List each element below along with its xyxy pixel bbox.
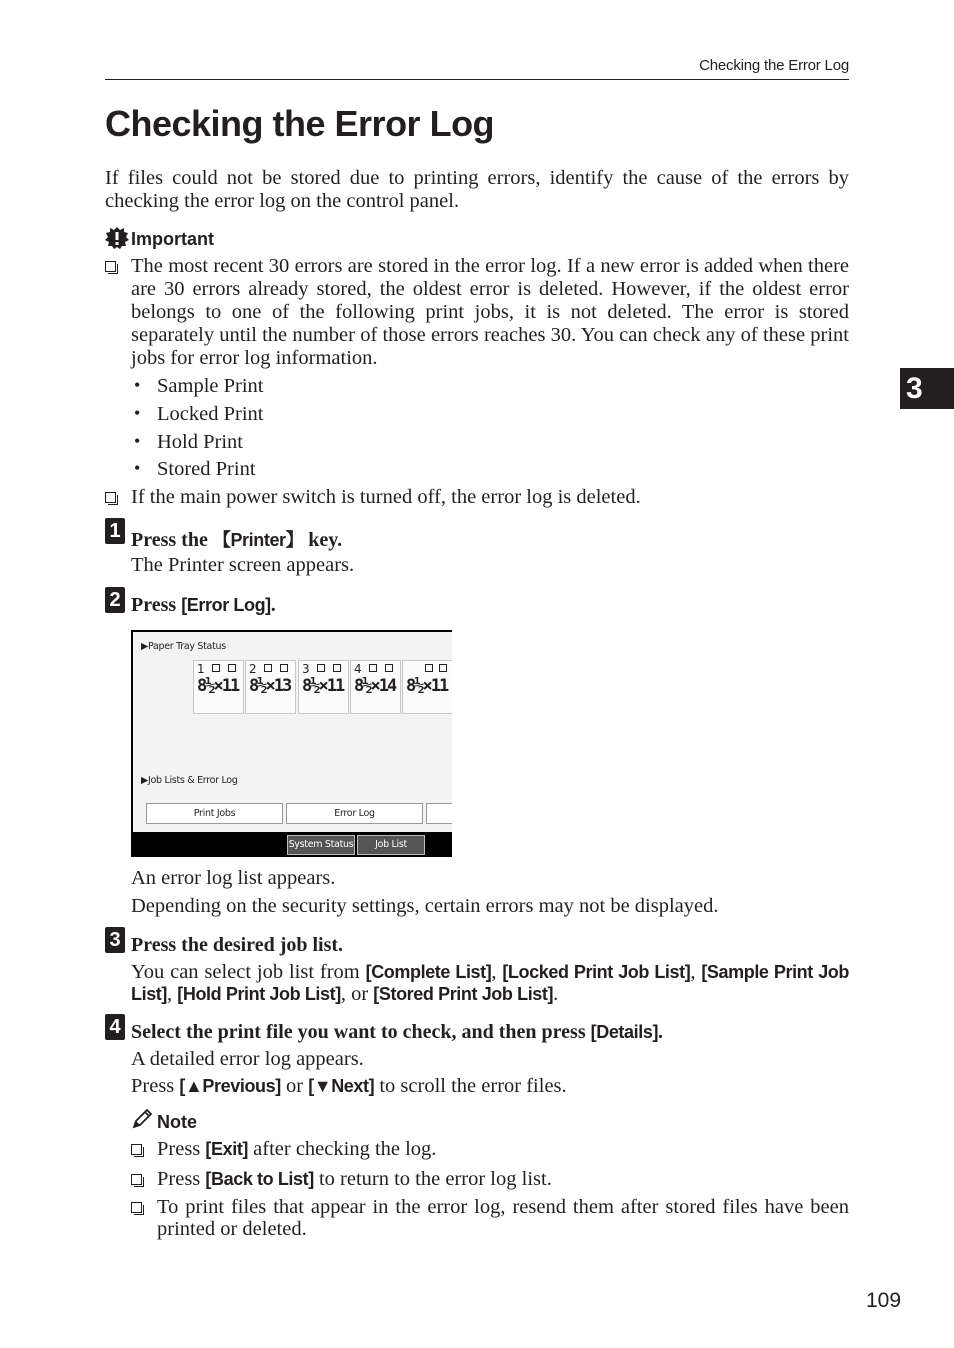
tray-icon: [264, 664, 272, 672]
step-3-body: You can select job list from [Complete List], [Locked Print Job List], [Sample Print Job List], [Hold Print Job List], or [Stored Print Job List].: [131, 961, 849, 1005]
paper-tray-bypass: 8½×11: [402, 660, 452, 714]
note-item-2: Press [Back to List] to return to the error log list.: [157, 1168, 552, 1190]
printer-key-label: 【Printer】: [212, 530, 304, 550]
step-2-number: 2: [105, 587, 125, 613]
details-key-label: [Details]: [590, 1022, 659, 1042]
running-head: Checking the Error Log: [699, 57, 849, 74]
step-2-security-note: Depending on the security settings, certain errors may not be displayed.: [131, 895, 719, 917]
step-1-body: The Printer screen appears.: [131, 554, 355, 576]
printer-screen-image: [131, 630, 452, 857]
chapter-tab: 3: [900, 368, 954, 409]
error-log-key-label: [Error Log]: [181, 595, 271, 615]
paper-tray-1: 1 8½×11: [193, 660, 244, 714]
print-jobs-button[interactable]: Print Jobs: [146, 803, 283, 824]
paper-icon: [385, 664, 393, 672]
important-label: Important: [131, 229, 214, 249]
step-4-title: Select the print file you want to check, and then press [Details].: [131, 1021, 664, 1043]
bullet-item: Hold Print: [157, 431, 243, 453]
paper-tray-2: 2 8½×13: [245, 660, 296, 714]
checkbox-bullet-icon: [131, 1200, 142, 1218]
error-log-button[interactable]: Error Log: [286, 803, 423, 824]
pencil-icon: [131, 1108, 153, 1135]
system-status-button[interactable]: System Status: [287, 835, 355, 855]
paper-icon: [439, 664, 447, 672]
step-1-number: 1: [105, 518, 125, 544]
bullet-icon: •: [134, 458, 141, 478]
intro-paragraph: If files could not be stored due to printing errors, identify the cause of the errors by checking the error log on the control panel.: [105, 167, 849, 212]
bullet-icon: •: [134, 403, 141, 423]
step-3-title: Press the desired job list.: [131, 934, 344, 956]
page-number: 109: [866, 1289, 902, 1312]
paper-icon: [333, 664, 341, 672]
important-item-1: The most recent 30 errors are stored in the error log. If a new error is added when there are 30 errors already stored, the oldest error is deleted. However, if the oldest error belongs to one of the following print jobs, it is not deleted. The error is stored separately until the number of those errors reaches 30. You can check any of these print jobs for error log information.: [131, 255, 849, 369]
checkbox-bullet-icon: [131, 1142, 142, 1160]
tray-icon: [317, 664, 325, 672]
checkbox-bullet-icon: [131, 1172, 142, 1190]
step-1-title: Press the 【Printer】 key.: [131, 529, 343, 551]
paper-tray-status-label: ▶Paper Tray Status: [141, 641, 226, 652]
note-item-3: To print files that appear in the error log, resend them after stored files have been printed or deleted.: [157, 1196, 849, 1240]
partial-button[interactable]: [426, 803, 452, 824]
bullet-item: Sample Print: [157, 375, 264, 397]
step-2-title: Press [Error Log].: [131, 594, 276, 616]
note-item-1: Press [Exit] after checking the log.: [157, 1138, 437, 1160]
step-3-number: 3: [105, 927, 125, 953]
note-label: Note: [157, 1112, 197, 1132]
bullet-icon: •: [134, 375, 141, 395]
important-item-2: If the main power switch is turned off, the error log is deleted.: [131, 486, 641, 508]
important-icon: [105, 226, 130, 255]
checkbox-bullet-icon: [105, 490, 116, 508]
paper-icon: [228, 664, 236, 672]
step-2-result: An error log list appears.: [131, 867, 336, 889]
page-title: Checking the Error Log: [105, 103, 495, 144]
tray-icon: [369, 664, 377, 672]
step-4-scroll-instruction: Press [▲Previous] or [▼Next] to scroll the error files.: [131, 1075, 567, 1097]
checkbox-bullet-icon: [105, 259, 116, 277]
bullet-item: Stored Print: [157, 458, 256, 480]
bullet-icon: •: [134, 431, 141, 451]
job-lists-error-log-label: ▶Job Lists & Error Log: [141, 775, 238, 786]
step-4-result: A detailed error log appears.: [131, 1048, 364, 1070]
job-list-button[interactable]: Job List: [357, 835, 425, 855]
paper-tray-4: 4 8½×14: [350, 660, 401, 714]
paper-icon: [280, 664, 288, 672]
step-4-number: 4: [105, 1014, 125, 1040]
tray-icon: [212, 664, 220, 672]
bullet-item: Locked Print: [157, 403, 264, 425]
screen-bottom-bar: [133, 832, 452, 857]
header-rule: [105, 79, 849, 80]
bypass-icon: [425, 664, 433, 672]
paper-tray-3: 3 8½×11: [298, 660, 349, 714]
